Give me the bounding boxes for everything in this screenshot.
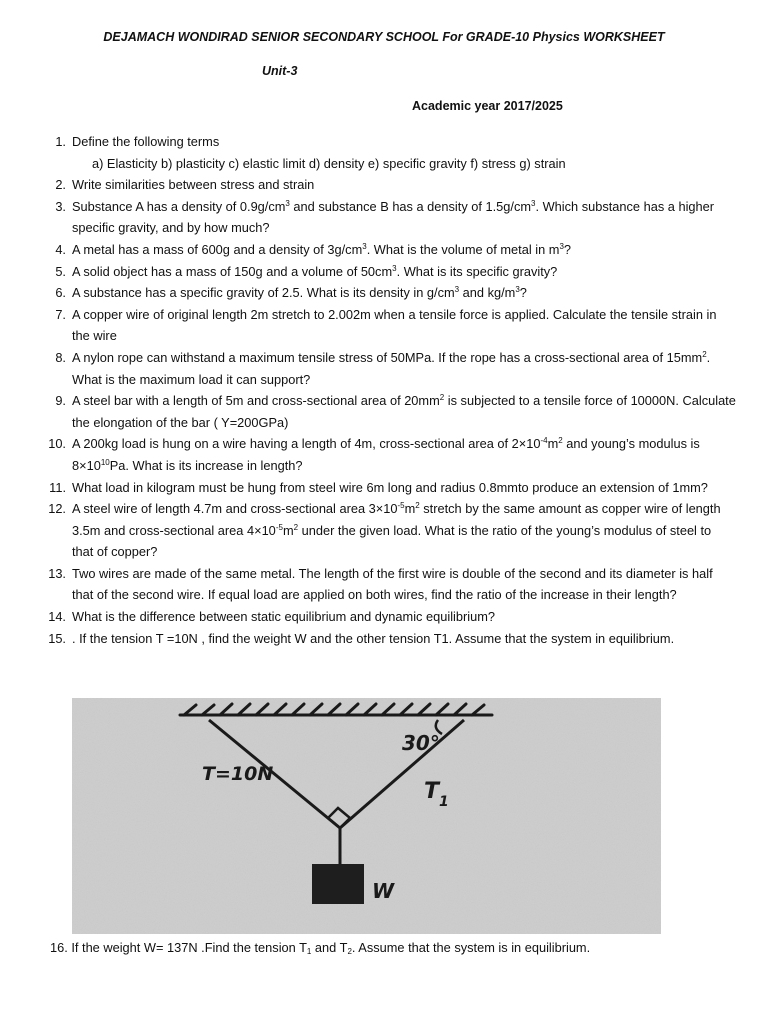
question-7: 7. A copper wire of original length 2m stretch to 2.002m when a tensile force is applied. Calculate the tensile strain in the wire [55,306,717,344]
question-1: 1. Define the following terms a) Elasticity b) plasticity c) elastic limit d) density e) specific gravity f) stress g) strain [44,131,736,174]
question-13: 13. Two wires are made of the same metal. The length of the first wire is double of the second and its diameter is half that of the second wire. If equal load are applied on both wires, find the ratio of the increase in their length? [48,565,713,603]
question-5: 5. A solid object has a mass of 150g and a volume of $50cm^3$. What is its specific gravity? [55,263,558,279]
question-10: 10. A 200kg load is hung on a wire having a length of 4m, cross-sectional area of $2\times 10^{-4}m^2$ and young’s modulus is $8\times 10^{10}Pa$. What is its increase in length? [48,436,700,473]
question-11: 11. What load in kilogram must be hung from steel wire 6m long and radius 0.8mmto produce an extension of 1mm? [49,479,708,495]
question-2: 2. Write similarities between stress and strain [55,177,315,193]
question-12: 12. A steel wire of length 4.7m and cross-sectional area $3\times 10^{-5}m^2$ stretch by the same amount as copper wire of length 3.5m and cross-sectional area $4\times 10^{-5}m^2$ under the given load. What is the ratio of the young’s modulus of steel to that of copper? [48,501,721,560]
question-3: 3. Substance A has a density of $0.9g/cm^3$ and substance B has a density of $1.5g/cm^3$. Which substance has a higher specific gravity, and by how much? [55,198,715,236]
weight-block [312,864,364,904]
terms-list: a) Elasticity b) plasticity c) elastic limit d) density e) specific gravity f) stress g) strain [92,155,566,171]
academic-year: Academic year 2017/2025 [412,99,563,113]
worksheet-title: DEJAMACH WONDIRAD SENIOR SECONDARY SCHOOL For GRADE-10 Physics WORKSHEET [103,30,665,44]
question-6: 6. A substance has a specific gravity of 2.5. What is its density in $g/cm^3$ and $kg/m^3$? [55,285,527,301]
unit-label: Unit-3 [262,64,298,78]
angle-label: 30° [402,731,440,755]
tension-label: T=10N [202,763,274,785]
question-16: 16. If the weight W= 137N .Find the tension $T_1$ and $T_2$. Assume that the system is in equilibrium. [50,940,591,956]
question-14: 14. What is the difference between static equilibrium and dynamic equilibrium? [48,609,495,625]
question-4: 4. A metal has a mass of 600g and a density of $3g/cm^3$. What is the volume of metal in $m^3$? [55,241,572,257]
weight-label: W [372,879,395,903]
question-list [44,131,736,649]
tension-diagram [72,698,661,934]
question-8: 8. A nylon rope can withstand a maximum tensile stress of 50MPa. If the rope has a cross-sectional area of $15mm^2$. What is the maximum load it can support? [55,349,711,387]
t1-label: $T_1$ [424,779,449,810]
question-15: 15. . If the tension T =10N , find the weight W and the other tension T1. Assume that the system in equilibrium. [48,630,675,646]
photo-grain [72,698,661,934]
question-9: 9. A steel bar with a length of 5m and cross-sectional area of $20mm^2$ is subjected to a tensile force of 10000N. Calculate the elongation of the bar ( Y=200GPa) [55,393,736,430]
